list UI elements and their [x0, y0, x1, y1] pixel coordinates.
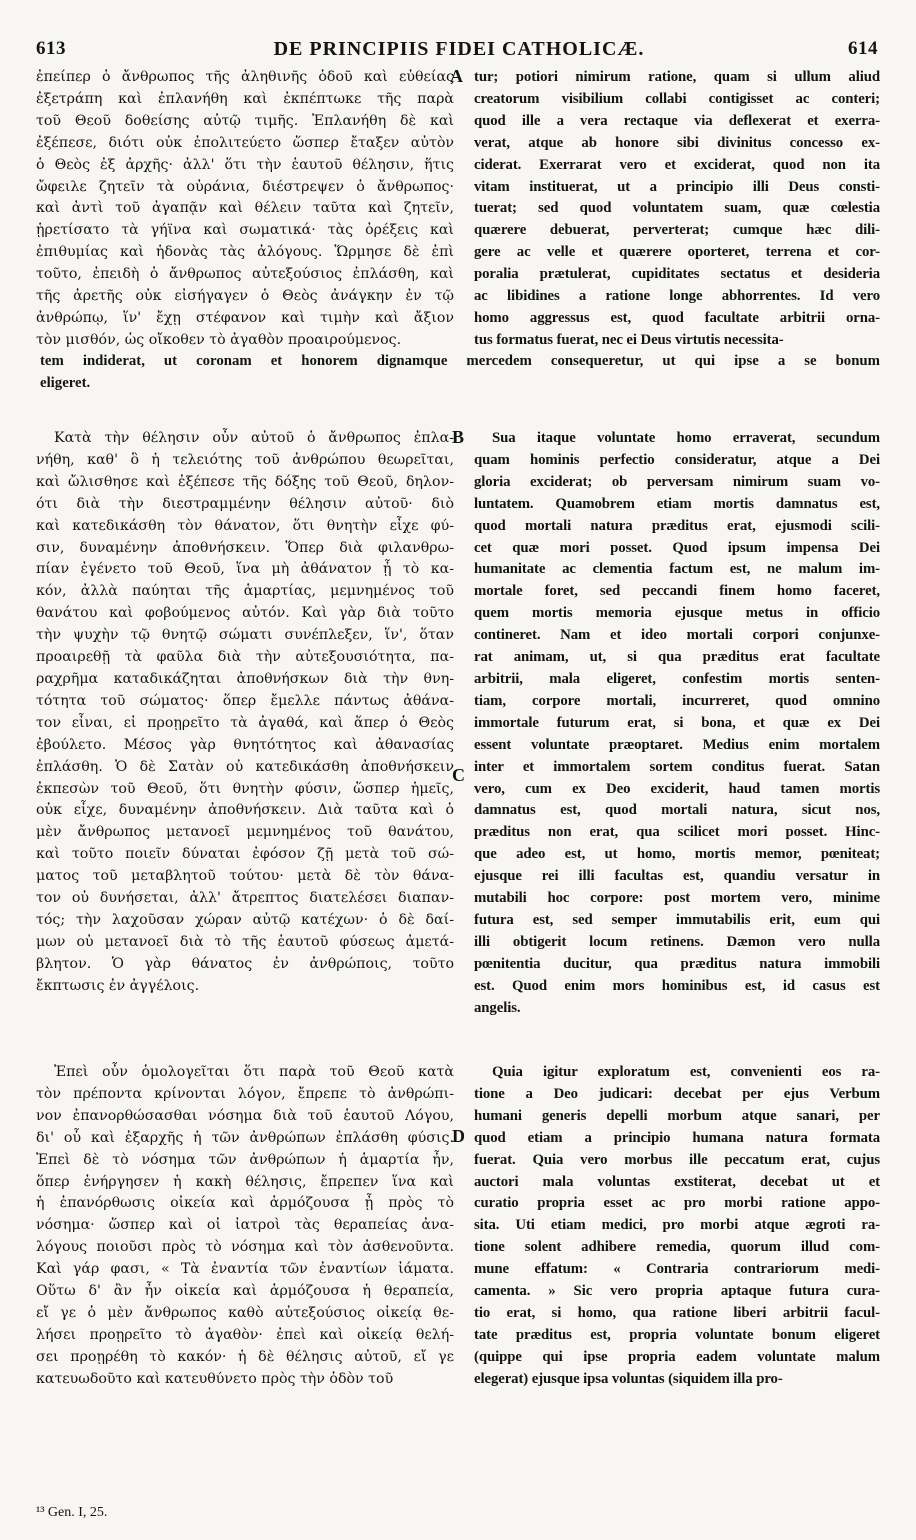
text-line: ac libidines a ratione longe abhorrentes. Id vero: [474, 288, 880, 305]
text-line: σιν, δυναμένην ἀποθνήσκειν. Ὅπερ διὰ φιλανθρω-: [36, 539, 454, 556]
text-line: vitam instituerat, ut a principio illi Deus consti-: [474, 178, 880, 195]
margin-marker-b: B: [452, 427, 465, 447]
text-line: quem mortis memoria ejusque metus in officio: [474, 605, 880, 622]
text-line: auctori mala voluntas exstiterat, decebat ut et: [474, 1173, 880, 1190]
text-line: mortale foret, sed peccandi finem homo faceret,: [474, 583, 880, 600]
text-line: (quippe qui ipse propria eadem voluntate malum: [474, 1348, 880, 1365]
text-line: τον οὐ δυνήσεται, ἀλλ' ἄτρεπτος διατελέσει διαπαν-: [36, 890, 454, 907]
text-line: νόσημα· ὥσπερ καὶ οἱ ἰατροὶ τὰς θεραπείας ἀνα-: [36, 1217, 454, 1234]
text-line: homo aggressus est, quod facultate arbitrii orna-: [474, 309, 880, 326]
text-line: ciderat. Exerrarat vero et exciderat, quod non ita: [474, 156, 880, 173]
text-line: μων οὐ μετανοεῖ διὰ τὸ τῆς ἑαυτοῦ φύσεως ἀμετά-: [36, 933, 454, 950]
text-line: quod ille a vera rectaque via deflexerat et exerra-: [474, 112, 880, 129]
text-line: immortale futurum erat, si bona, et quæ ex Dei: [474, 714, 880, 731]
text-line: ματος τοῦ μεταβλητοῦ τούτου· μετὰ δὲ τὸν θάνα-: [36, 868, 454, 885]
greek-column-section-d: [36, 1062, 454, 1391]
text-line: κόν, ἀλλὰ παύηται τῆς ἁμαρτίας, μεμνημένος τοῦ: [36, 583, 454, 600]
text-line: est. Quod enim mors hominibus est, id casus est: [474, 977, 880, 994]
greek-column-section-a: [36, 67, 454, 352]
text-line: ὁ Θεὸς ἐξ ἀρχῆς· ἀλλ' ὅτι τὴν ἑαυτοῦ θέλησιν, ἥτις: [36, 156, 454, 173]
text-line: θανάτου καὶ φοβούμενος αὐτόν. Καὶ γὰρ διὰ τοῦτο: [36, 605, 454, 622]
text-line: cet quæ mori posset. Quod ipsum impensa Dei: [474, 539, 880, 556]
page-number-left: 613: [36, 38, 66, 59]
text-line: οὐκ εἶχε, δυναμένην ἀποθνήσκειν. Διὰ ταῦτα καὶ ὁ: [36, 802, 454, 819]
text-line: futura est, sed semper immutabilis erit, eum qui: [474, 911, 880, 928]
text-line: ότι διὰ τὴν διεστραμμένην θέλησιν αὐτοῦ· διὸ: [36, 495, 454, 512]
text-line: ἐπιθυμίας καὶ ἡδονὰς τὰς ἀλόγους. Ὥρμησε δὲ ἐπὶ: [36, 244, 454, 261]
text-line: Κατὰ τὴν θέλησιν οὖν αὐτοῦ ὁ ἄνθρωπος ἐπλα-: [54, 430, 454, 446]
text-line: tio erat, si homo, qua ratione liberi arbitrii facul-: [474, 1304, 880, 1321]
text-line: καὶ ἀντὶ τοῦ ἀγαπᾷν καὶ θέλειν ταῦτα καὶ ζητεῖν,: [36, 200, 454, 217]
text-line: καὶ τοῦτο ποιεῖν δύναται ἐφόσον ζῇ μετὰ τοῦ σώ-: [36, 846, 454, 863]
text-line: τός; τὴν λαχοῦσαν χώραν αὐτῷ κατέχων· ὁ δὲ δαί-: [36, 911, 454, 928]
text-line: tur; potiori nimirum ratione, quam si ullum aliud: [474, 69, 880, 85]
text-line: fuerat. Quia vero morbus ille peccatum erat, cujus: [474, 1151, 880, 1168]
text-line: δι' οὗ καὶ ἐξαρχῆς ἡ τῶν ἀνθρώπων ἐπλάσθη φύσις.: [36, 1129, 454, 1146]
text-line: Ἐπεὶ δὲ τὸ νόσημα τῶν ἀνθρώπων ἡ ἁμαρτία ἦν,: [36, 1151, 454, 1168]
page-header: [32, 38, 886, 64]
text-line: tione solent adhibere remedia, quorum illud com-: [474, 1239, 880, 1256]
full-width-continuation: [40, 351, 880, 395]
page-number-right: 614: [848, 38, 878, 59]
text-line: illi obtigerit locum retinens. Dæmon vero nulla: [474, 933, 880, 950]
text-line: προαιρεθῇ τὰ φαῦλα διὰ τὴν αὐτεξουσιότητα, πα-: [36, 649, 454, 666]
text-line: inter et immortalem sortem conditus fuerat. Satan: [474, 758, 880, 775]
latin-column-section-d: [474, 1062, 880, 1391]
text-line: que adeo est, ut homo, mortis memor, pœniteat;: [474, 846, 880, 863]
text-line: ᾑρετίσατο τὰ γήϊνα καὶ σωματικά· τὰς ὀρέξεις καὶ: [36, 222, 454, 239]
text-line: καὶ κατεδικάσθη τὸν θάνατον, ὅτι θνητὴν εἶχε φύ-: [36, 517, 454, 534]
text-line: ἐξετράπη καὶ ἐπλανήθη καὶ ἐκπέπτωκε τῆς παρὰ: [36, 90, 454, 107]
text-line: ἐπείπερ ὁ ἄνθρωπος τῆς ἀληθινῆς ὁδοῦ καὶ εὐθείας: [36, 69, 454, 85]
text-line: τοῦ Θεοῦ δοθείσης αὐτῷ τιμῆς. Ἐπλανήθη δὲ καὶ: [36, 112, 454, 129]
text-line: verat, atque ab honore sibi divinitus concesso ex-: [474, 134, 880, 151]
text-line: humanitate ac clementia factum est, ne malum im-: [474, 561, 880, 578]
text-line: quærere debuerat, perverterat; cumque hæc dili-: [474, 222, 880, 239]
text-line: camenta. » Sic vero propria aptaque futura cura-: [474, 1283, 880, 1300]
text-line: præditus non erat, qua scilicet mori posset. Hinc-: [474, 824, 880, 841]
text-line: καὶ ὤλισθησε καὶ ἐξέπεσε τῆς δόξης τοῦ Θεοῦ, δηλον-: [36, 473, 454, 490]
text-line: poralia prætulerat, cupiditates sectatus et desideria: [474, 266, 880, 283]
text-line: ἡ ἐπανόρθωσις οἰκεία καὶ ἁρμόζουσα ᾖ πρὸς τὸ: [36, 1195, 454, 1212]
text-line: εἴ γε ὁ μὲν ἄνθρωπος καθὸ αὐτεξούσιος οἰκείᾳ θε-: [36, 1304, 454, 1321]
text-line: tione a Deo judicari: decebat per ejus Verbum: [474, 1085, 880, 1102]
text-line: gloria exciderat; ob perversam nimirum suam vo-: [474, 473, 880, 490]
text-line: λήσει προῃρεῖτο τὸ ἀγαθὸν· ἐπεὶ καὶ οἰκείᾳ θελή-: [36, 1326, 454, 1343]
margin-marker-c: C: [452, 765, 465, 785]
text-line: νήθη, καθ' ὃ ἡ τελειότης τοῦ ἀνθρώπου θεωρεῖται,: [36, 451, 454, 468]
text-line: τον εἶναι, εἰ προῃρεῖτο τὰ ἀγαθά, καὶ ἅπερ ὁ Θεὸς: [36, 714, 454, 731]
text-line: angelis.: [474, 999, 521, 1016]
latin-column-section-a: [474, 67, 880, 352]
text-line: Καὶ γάρ φασι, « Τὰ ἐναντία τῶν ἐναντίων ἰάματα.: [36, 1261, 454, 1278]
text-line: curatio propria esset ac pro morbi ratione appo-: [474, 1195, 880, 1212]
margin-marker-a: A: [450, 66, 463, 86]
latin-column-section-b: [474, 428, 880, 1019]
text-line: rat animam, ut, si qua præditus erat facultate: [474, 649, 880, 666]
text-line: eligeret.: [40, 374, 91, 391]
text-line: τὸν πρέποντα κρίνονται λόγον, ἔπρεπε τὸ ἀνθρώπι-: [36, 1085, 454, 1102]
text-line: ἐξέπεσε, διότι οὐκ ἐπολιτεύετο ὥσπερ ἔταξεν αὐτὸν: [36, 134, 454, 151]
text-line: Οὕτω δ' ἂν ἦν οἰκεία καὶ ἁρμόζουσα ἡ θεραπεία,: [36, 1283, 454, 1300]
text-line: contineret. Nam et ideo mortali corpori conjunxe-: [474, 627, 880, 644]
text-line: pœnitentia ducitur, qua præditus natura immobili: [474, 955, 880, 972]
text-line: quod mortali natura præditus erat, ejusmodi scili-: [474, 517, 880, 534]
footnote: ¹³ Gen. I, 25.: [36, 1505, 108, 1520]
text-line: ἀνθρώπῳ, ἵν' ἔχῃ στέφανον καὶ τιμὴν καὶ ἄξιον: [36, 309, 454, 326]
text-line: damnatus est, quod mortali natura, sicut nos,: [474, 802, 880, 819]
text-line: ἔκπτωσις ἐν ἀγγέλοις.: [36, 977, 200, 994]
text-line: μὲν ἄνθρωπος μετανοεῖ μεμνημένος τοῦ θανάτου,: [36, 824, 454, 841]
text-line: humani generis depelli morbum atque sanari, per: [474, 1107, 880, 1124]
text-line: ἐπλάσθη. Ὁ δὲ Σατὰν οὐ κατεδικάσθη ἀποθνήσκειν: [36, 758, 454, 775]
text-line: Sua itaque voluntate homo erraverat, secundum: [492, 430, 880, 446]
text-line: quam hominis perfectio consideratur, atque a Dei: [474, 451, 880, 468]
text-line: mutabili hoc corpore: post mortem vero, minime: [474, 890, 880, 907]
text-line: tate præditus est, propria voluntate bonum eligeret: [474, 1326, 880, 1343]
text-line: ραχρῆμα καταδικάζηται ἀποθνήσκων διὰ τὴν θνη-: [36, 670, 454, 687]
text-line: essent voluntate præoptaret. Medius enim mortalem: [474, 736, 880, 753]
text-line: ὅπερ ἐνήργησεν ἡ κακὴ θέλησις, ἔπρεπεν ἵνα καὶ: [36, 1173, 454, 1190]
text-line: elegerat) ejusque ipsa voluntas (siquidem illa pro-: [474, 1370, 783, 1387]
text-line: τὴν ψυχὴν τῷ θνητῷ σώματι συνέπλεξεν, ἵν', ὅταν: [36, 627, 454, 644]
text-line: τοῦτο, ἐπειδὴ ὁ ἄνθρωπος αὐτεξούσιος ἐπλάσθη, καὶ: [36, 266, 454, 283]
text-line: luntatem. Quamobrem etiam mortis damnatus est,: [474, 495, 880, 512]
text-line: βλητον. Ὁ γὰρ θάνατος ἐν ἀνθρώποις, τοῦτο: [36, 955, 454, 972]
text-line: τότητα τοῦ σώματος· ὅπερ ἔμελλε πάντως ἀθάνα-: [36, 692, 454, 709]
text-line: ejusque rei illi facultas est, quandiu versatur in: [474, 868, 880, 885]
text-line: τῆς ἀρετῆς οὐκ εἰσήγαγεν ὁ Θεὸς ἀνάγκην ἐν τῷ: [36, 288, 454, 305]
text-line: tem indiderat, ut coronam et honorem dignamque mercedem consequeretur, ut qui ipse a se bonum: [40, 353, 880, 369]
text-line: arbitrii, mala eligeret, confestim mortis senten-: [474, 670, 880, 687]
text-line: τὸν μισθόν, ὡς οἴκοθεν τὸ ἀγαθὸν προαιρούμενος.: [36, 331, 402, 348]
text-line: κατευωδοῦτο καὶ κατευθύνετο πρὸς τὴν ὁδὸν τοῦ: [36, 1370, 394, 1387]
text-line: σει προῃρέθη τὸ κακόν· ἡ δὲ θέλησις αὐτοῦ, εἴ γε: [36, 1348, 454, 1365]
text-line: Quia igitur exploratum est, convenienti eos ra-: [492, 1064, 880, 1080]
text-line: mune effatum: « Contraria contrariorum medi-: [474, 1261, 880, 1278]
margin-marker-d: D: [452, 1126, 465, 1146]
text-line: Ἐπεὶ οὖν ὁμολογεῖται ὅτι παρὰ τοῦ Θεοῦ κατὰ: [54, 1064, 454, 1080]
text-line: πίαν ἐγένετο τοῦ Θεοῦ, ἵνα μὴ ἀθάνατον ᾖ τὸ κα-: [36, 561, 454, 578]
text-line: νον ἐπανορθώσασθαι νόσημα διὰ τοῦ ἑαυτοῦ Λόγου,: [36, 1107, 454, 1124]
text-line: tus formatus fuerat, nec ei Deus virtutis necessita-: [474, 331, 784, 348]
text-line: sita. Uti etiam medici, pro morbi atque ægroti ra-: [474, 1217, 880, 1234]
text-line: λόγους ποιοῦσι πρὸς τὸ νόσημα καὶ τὸν ἀσθενοῦντα.: [36, 1239, 454, 1256]
text-line: tiam, corpore mortali, incurreret, quod omnino: [474, 692, 880, 709]
text-line: tuerat; sed quod voluntatem suam, quæ cœlestia: [474, 200, 880, 217]
text-line: vero, cum ex Deo exciderit, haud tamen mortis: [474, 780, 880, 797]
text-line: ὤφειλε ζητεῖν τὰ οὐράνια, διέστρεψεν ὁ ἄνθρωπος·: [36, 178, 454, 195]
greek-column-section-b: [36, 428, 454, 998]
text-line: ἐβούλετο. Μέσος γὰρ θνητότητος καὶ ἀθανασίας: [36, 736, 454, 753]
running-title: DE PRINCIPIIS FIDEI CATHOLICÆ.: [273, 38, 645, 60]
text-line: quod etiam a principio humana natura formata: [474, 1129, 880, 1146]
text-line: creatorum visibilium collabi contigisset ac conteri;: [474, 90, 880, 107]
text-line: gere ac velle et quærere oporteret, terrena et cor-: [474, 244, 880, 261]
text-line: ἐκπεσὼν τοῦ Θεοῦ, ὅτι θνητὴν φύσιν, ὥσπερ ἡμεῖς,: [36, 780, 454, 797]
